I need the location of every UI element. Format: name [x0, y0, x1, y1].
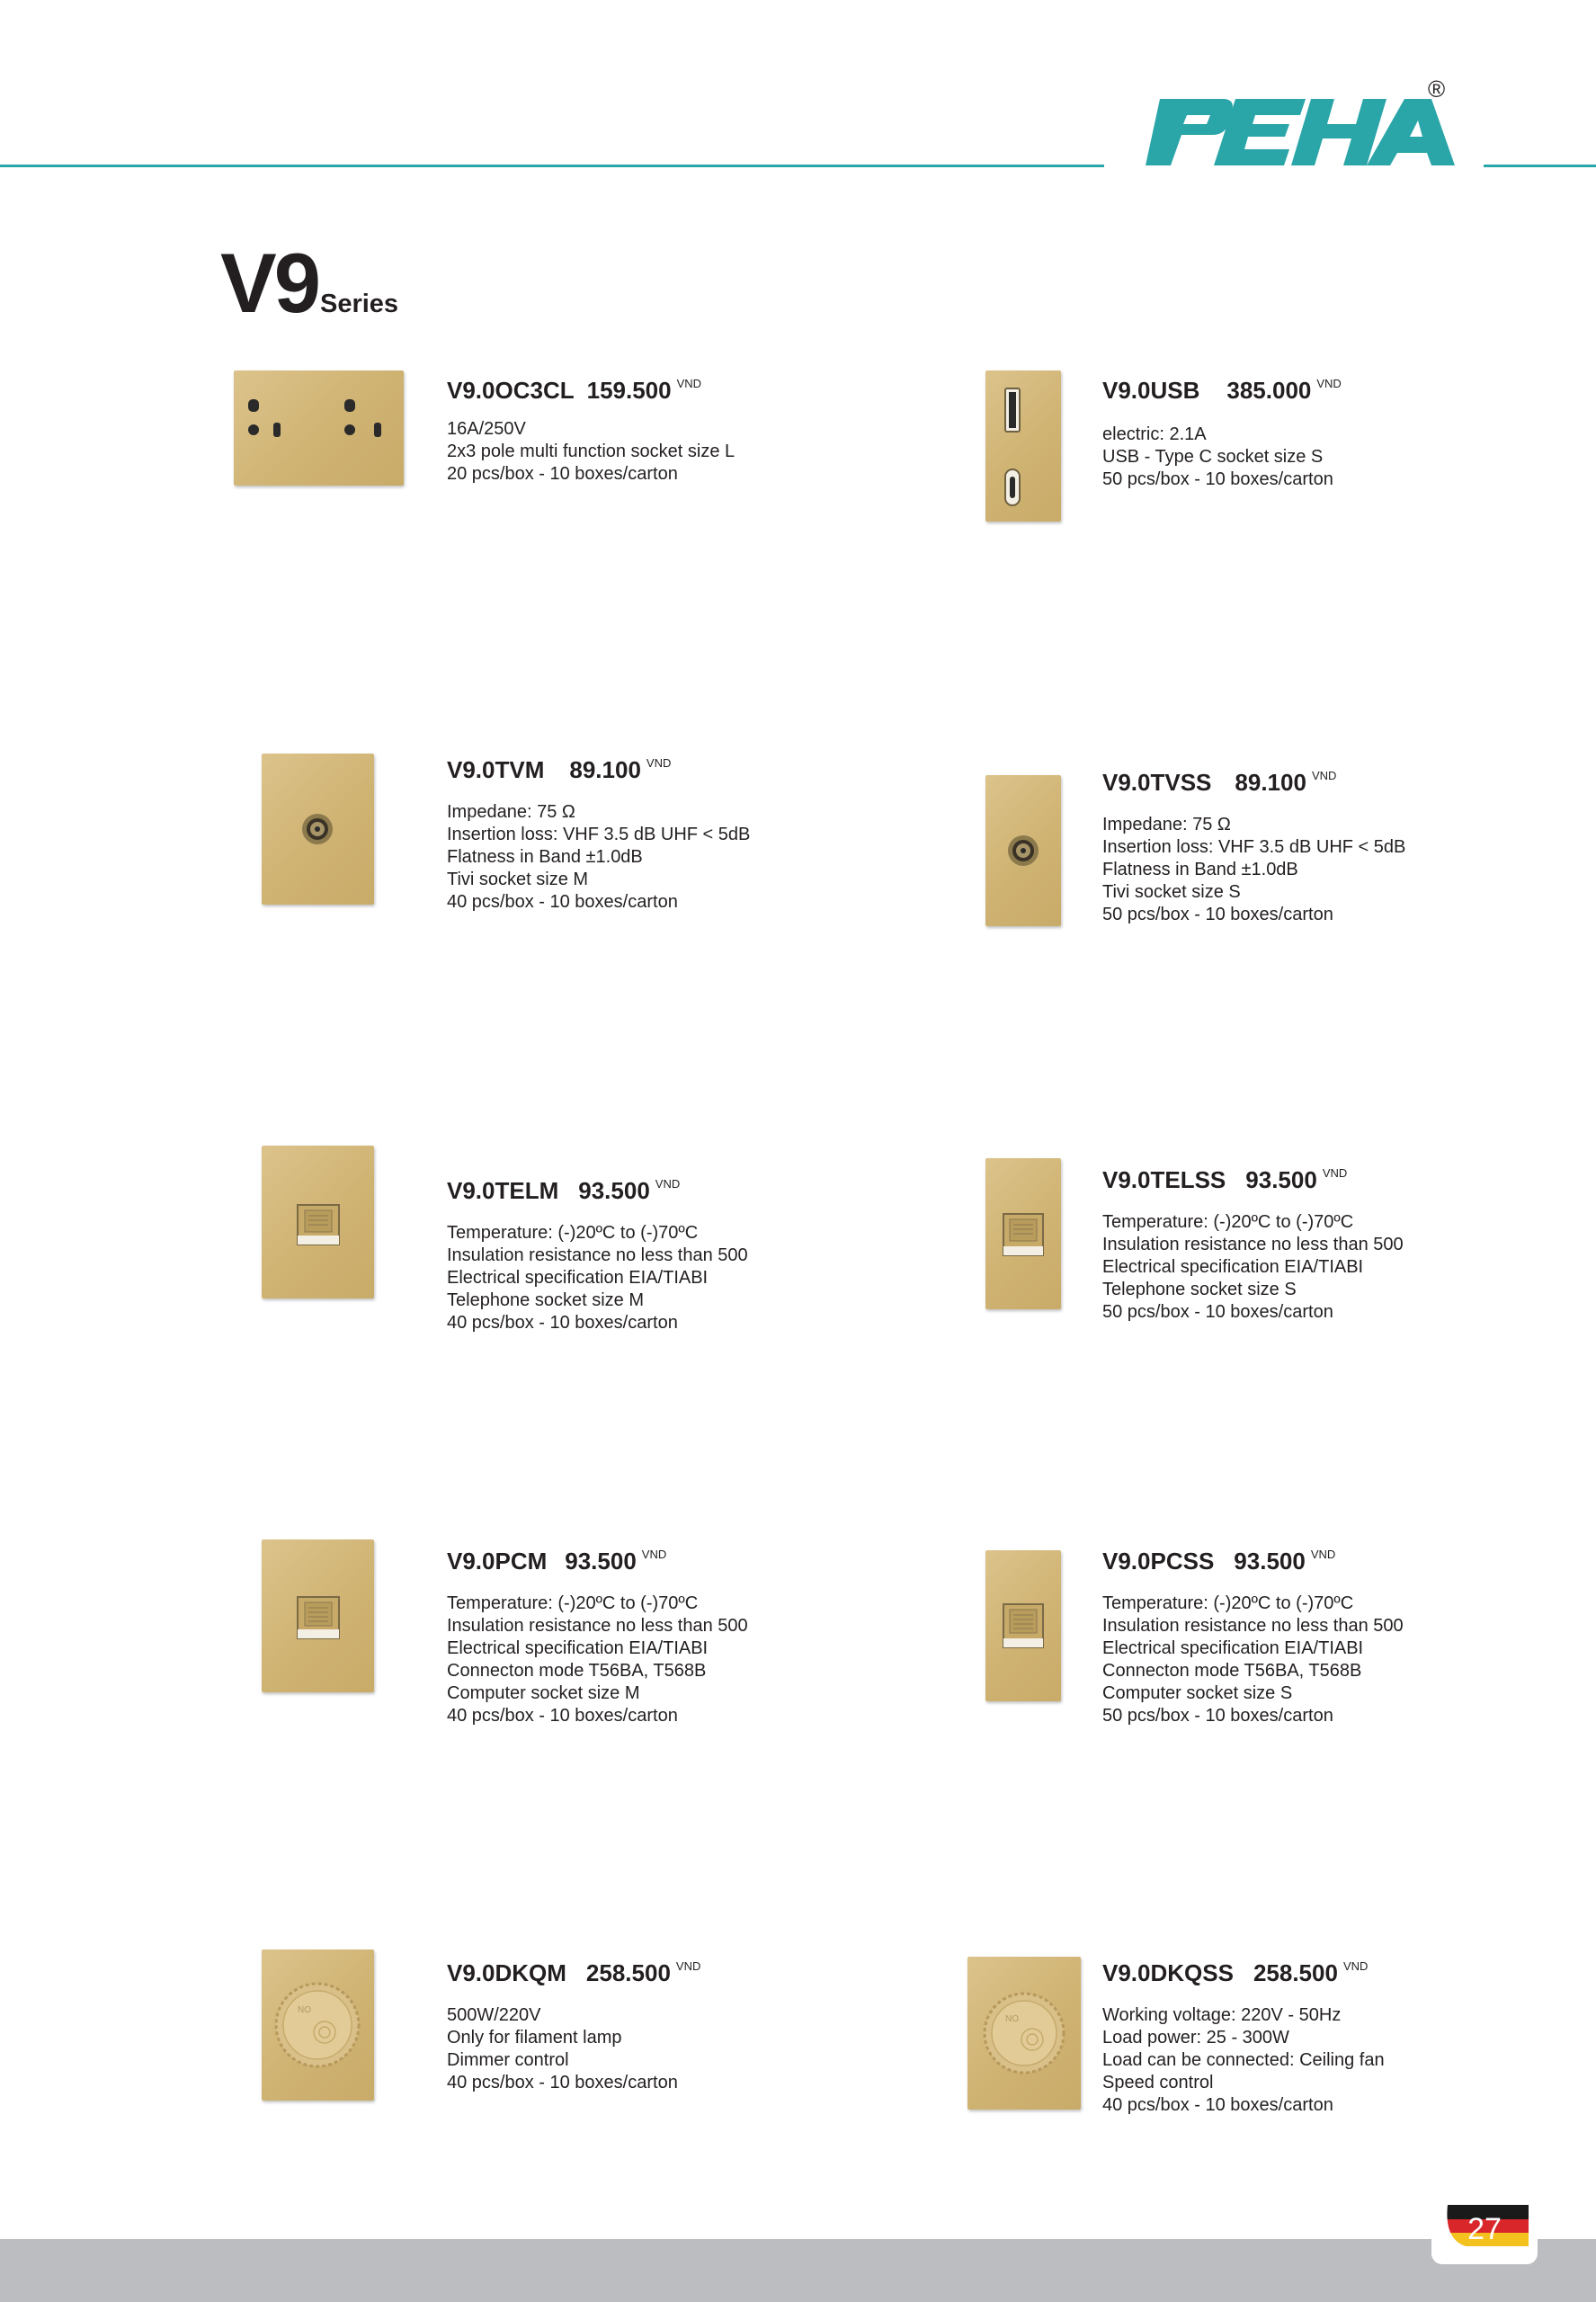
product-price: 93.500 [578, 1177, 650, 1204]
product-image-telephone-socket-s [985, 1158, 1061, 1309]
spec-line: Dimmer control [447, 2050, 569, 2070]
currency-label: VND [676, 377, 702, 390]
product-image-dimmer-m [262, 1950, 374, 2101]
spec-line: Insertion loss: VHF 3.5 dB UHF < 5dB [1102, 837, 1406, 857]
spec-line: 40 pcs/box - 10 boxes/carton [447, 892, 678, 912]
product-image-usb [985, 370, 1061, 522]
product-code: V9.0PCM [447, 1548, 548, 1575]
peha-logo [1135, 90, 1458, 171]
spec-line: Impedane: 75 Ω [1102, 815, 1231, 834]
product-code: V9.0DKQSS [1102, 1959, 1234, 1986]
registered-mark: ® [1428, 76, 1446, 103]
product-price: 89.100 [569, 756, 641, 783]
spec-line: Speed control [1102, 2073, 1214, 2092]
product-price: 93.500 [1245, 1166, 1317, 1193]
product-image-double-outlet [234, 370, 404, 486]
product-image-tv-socket-s [985, 775, 1061, 926]
product-image-tv-socket-m [262, 754, 374, 905]
spec-line: Insulation resistance no less than 500 [1102, 1616, 1404, 1636]
spec-line: Telephone socket size S [1102, 1280, 1297, 1299]
spec-line: 40 pcs/box - 10 boxes/carton [447, 1313, 678, 1333]
product-code: V9.0TVSS [1102, 769, 1212, 796]
spec-line: 2x3 pole multi function socket size L [447, 442, 736, 461]
currency-label: VND [1310, 1548, 1336, 1561]
tv-socket-icon [262, 754, 374, 905]
spec-line: Computer socket size M [447, 1683, 640, 1703]
computer-socket-icon [262, 1539, 374, 1692]
series-title [220, 236, 399, 330]
spec-line: Temperature: (-)20ºC to (-)70ºC [1102, 1593, 1354, 1613]
product-price: 93.500 [565, 1548, 637, 1575]
spec-line: Electrical specification EIA/TIABI [1102, 1257, 1364, 1277]
product-info [447, 1541, 860, 1727]
product-price: 89.100 [1235, 769, 1306, 796]
product-info [447, 1953, 860, 2094]
page-number: 27 [1467, 2212, 1502, 2246]
spec-line: Electrical specification EIA/TIABI [1102, 1638, 1364, 1658]
spec-line: Impedane: 75 Ω [447, 802, 575, 822]
spec-line: Load can be connected: Ceiling fan [1102, 2050, 1385, 2070]
product-info [1102, 1541, 1516, 1727]
product-image-fan-speed-control [967, 1957, 1081, 2110]
spec-line: Computer socket size S [1102, 1683, 1293, 1703]
spec-line: Tivi socket size M [447, 870, 589, 889]
product-price: 385.000 [1226, 377, 1312, 404]
spec-line: 50 pcs/box - 10 boxes/carton [1102, 905, 1333, 924]
computer-socket-icon [985, 1550, 1061, 1701]
spec-line: Electrical specification EIA/TIABI [447, 1638, 709, 1658]
product-code: V9.0TELSS [1102, 1166, 1226, 1193]
spec-line: USB - Type C socket size S [1102, 447, 1324, 467]
product-info [1102, 1953, 1516, 2117]
spec-line: 40 pcs/box - 10 boxes/carton [447, 2073, 678, 2092]
currency-label: VND [1311, 769, 1337, 782]
page-badge [1431, 2201, 1538, 2264]
product-code: V9.0TELM [447, 1177, 559, 1204]
currency-label: VND [1316, 377, 1342, 390]
spec-line: Connecton mode T56BA, T568B [1102, 1661, 1362, 1681]
spec-line: Insulation resistance no less than 500 [447, 1245, 748, 1265]
telephone-socket-icon [262, 1146, 374, 1298]
spec-line: Temperature: (-)20ºC to (-)70ºC [1102, 1212, 1354, 1232]
svg-text:NO: NO [1005, 2014, 1019, 2024]
spec-line: 50 pcs/box - 10 boxes/carton [1102, 1706, 1333, 1726]
spec-line: Electrical specification EIA/TIABI [447, 1268, 709, 1288]
product-image-computer-socket-m [262, 1539, 374, 1692]
product-info [447, 750, 860, 914]
usb-socket-icon [985, 370, 1061, 522]
product-image-computer-socket-s [985, 1550, 1061, 1701]
spec-line: Flatness in Band ±1.0dB [1102, 860, 1298, 879]
product-code: V9.0TVM [447, 756, 545, 783]
series-suffix: Series [319, 290, 399, 318]
spec-line: Insulation resistance no less than 500 [1102, 1235, 1404, 1254]
product-info [1102, 1160, 1516, 1324]
currency-label: VND [655, 1177, 681, 1191]
double-outlet-icon [234, 370, 404, 486]
product-info [447, 1171, 860, 1334]
product-code: V9.0DKQM [447, 1959, 566, 1986]
spec-line: Temperature: (-)20ºC to (-)70ºC [447, 1223, 699, 1243]
spec-line: Working voltage: 220V - 50Hz [1102, 2005, 1342, 2025]
spec-line: 20 pcs/box - 10 boxes/carton [447, 464, 678, 484]
spec-line: electric: 2.1A [1102, 424, 1207, 444]
spec-line: Temperature: (-)20ºC to (-)70ºC [447, 1593, 699, 1613]
currency-label: VND [675, 1959, 701, 1973]
telephone-socket-icon [985, 1158, 1061, 1309]
spec-line: Load power: 25 - 300W [1102, 2028, 1289, 2048]
product-code: V9.0OC3CL [447, 377, 575, 404]
spec-line: Connecton mode T56BA, T568B [447, 1661, 707, 1681]
series-name: V9 [220, 236, 318, 330]
currency-label: VND [646, 756, 672, 770]
header-rule-left [0, 165, 1104, 167]
spec-line: 50 pcs/box - 10 boxes/carton [1102, 469, 1333, 489]
spec-line: 500W/220V [447, 2005, 541, 2025]
product-code: V9.0PCSS [1102, 1548, 1215, 1575]
product-price: 159.500 [586, 377, 672, 404]
product-info [447, 370, 860, 486]
product-price: 258.500 [585, 1959, 671, 1986]
spec-line: Insulation resistance no less than 500 [447, 1616, 748, 1636]
spec-line: 50 pcs/box - 10 boxes/carton [1102, 1302, 1333, 1322]
svg-text:NO: NO [298, 2005, 311, 2015]
spec-line: Only for filament lamp [447, 2028, 622, 2048]
product-info [1102, 763, 1516, 926]
product-info [1102, 370, 1516, 491]
currency-label: VND [1322, 1166, 1348, 1180]
spec-line: Telephone socket size M [447, 1290, 645, 1310]
spec-line: 40 pcs/box - 10 boxes/carton [447, 1706, 678, 1726]
spec-line: 40 pcs/box - 10 boxes/carton [1102, 2095, 1333, 2115]
footer-bar [0, 2239, 1596, 2302]
product-image-telephone-socket-m [262, 1146, 374, 1298]
spec-line: Insertion loss: VHF 3.5 dB UHF < 5dB [447, 825, 751, 844]
currency-label: VND [641, 1548, 667, 1561]
header-rule-right [1484, 165, 1596, 167]
tv-socket-icon [985, 775, 1061, 926]
spec-line: Tivi socket size S [1102, 882, 1241, 902]
product-code: V9.0USB [1102, 377, 1200, 404]
spec-line: 16A/250V [447, 419, 526, 439]
fan-speed-knob-icon [967, 1957, 1081, 2110]
currency-label: VND [1342, 1959, 1369, 1973]
spec-line: Flatness in Band ±1.0dB [447, 847, 643, 867]
product-price: 258.500 [1253, 1959, 1338, 1986]
product-price: 93.500 [1234, 1548, 1306, 1575]
dimmer-knob-icon [262, 1950, 374, 2101]
